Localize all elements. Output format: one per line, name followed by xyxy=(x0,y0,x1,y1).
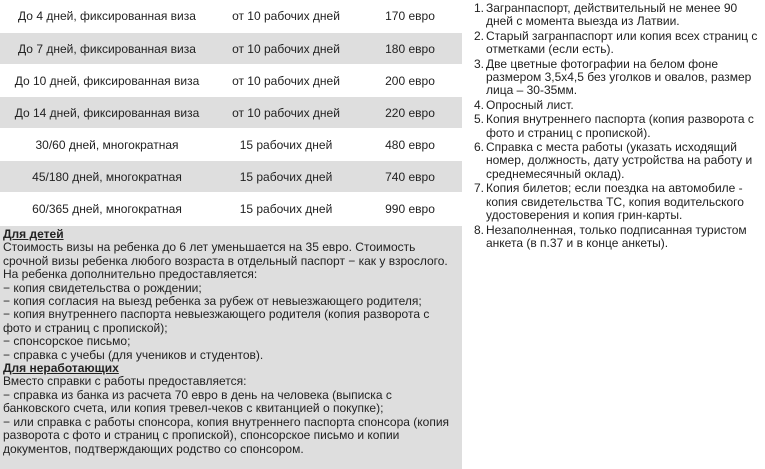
children-note-line: − спонсорское письмо; xyxy=(3,334,131,349)
children-note-line: На ребенка дополнительно предоставляется: xyxy=(3,267,258,282)
unemployed-note-line: − или справка с работы спонсора, копия внутреннего паспорта спонсора (копия разворота с фото и страниц с пропиской), спонсорское письмо и копии документов, подтверждающих родство со спонсором. xyxy=(3,414,450,456)
documents-list-column xyxy=(474,2,764,251)
list-item-text: Копия внутреннего паспорта (копия разворота с фото и страниц с пропиской). xyxy=(486,112,754,140)
visa-duration-cell: 60/365 дней, многократная xyxy=(0,193,214,225)
required-documents-list xyxy=(474,2,764,250)
visa-duration-cell: До 14 дней, фиксированная виза xyxy=(0,97,214,129)
processing-term-cell: от 10 рабочих дней xyxy=(214,65,358,97)
list-item-text: Справка с места работы (указать исходящий номер, должность, дату устройства на работу и среднемесячный оклад). xyxy=(486,140,753,181)
price-cell: 480 евро xyxy=(358,129,462,161)
unemployed-heading: Для неработающих xyxy=(3,361,119,376)
list-item xyxy=(474,99,764,112)
list-item xyxy=(474,30,764,57)
children-note-line: Стоимость визы на ребенка до 6 лет уменьшается на 35 евро. Стоимость срочной визы ребенка любого возраста в отдельный паспорт − как у взрослого. xyxy=(3,240,448,268)
table-row xyxy=(0,161,462,193)
list-item-number: 2. xyxy=(474,28,485,43)
list-item-number: 3. xyxy=(474,56,485,71)
processing-term-cell: от 10 рабочих дней xyxy=(214,33,358,65)
visa-duration-cell: 30/60 дней, многократная xyxy=(0,129,214,161)
unemployed-note-line: Вместо справки с работы предоставляется: xyxy=(3,374,247,389)
processing-term-cell: 15 рабочих дней xyxy=(214,129,358,161)
children-heading: Для детей xyxy=(3,227,64,241)
table-row xyxy=(0,129,462,161)
visa-duration-cell: До 10 дней, фиксированная виза xyxy=(0,65,214,97)
list-item-text: Опросный лист. xyxy=(486,97,574,112)
list-item-number: 6. xyxy=(474,140,485,155)
table-row xyxy=(0,65,462,97)
list-item-number: 7. xyxy=(474,181,485,196)
list-item xyxy=(474,2,764,29)
list-item xyxy=(474,182,764,222)
price-cell: 220 евро xyxy=(358,97,462,129)
list-item-number: 5. xyxy=(474,112,485,127)
children-note-line: − справка с учебы (для учеников и студентов). xyxy=(3,347,264,362)
table-row xyxy=(0,193,462,225)
list-item-number: 4. xyxy=(474,97,485,112)
processing-term-cell: от 10 рабочих дней xyxy=(214,97,358,129)
notes-panel xyxy=(0,226,462,469)
children-note-line: − копия свидетельства о рождении; xyxy=(3,280,202,295)
list-item-number: 1. xyxy=(474,1,485,15)
price-cell: 200 евро xyxy=(358,65,462,97)
list-item xyxy=(474,58,764,98)
table-row xyxy=(0,33,462,65)
processing-term-cell: 15 рабочих дней xyxy=(214,161,358,193)
visa-duration-cell: 45/180 дней, многократная xyxy=(0,161,214,193)
price-cell: 180 евро xyxy=(358,33,462,65)
list-item-text: Две цветные фотографии на белом фоне размером 3,5х4,5 без уголков и овалов, размер лица – 30-35мм. xyxy=(486,56,752,98)
price-cell: 170 евро xyxy=(358,0,462,33)
list-item-text: Копия билетов; если поездка на автомобиле - копия свидетельства ТС, копия водительского удостоверения и копия грин-карты. xyxy=(486,181,744,223)
list-item xyxy=(474,224,764,251)
list-item-text: Незаполненная, только подписанная туристом анкета (в п.37 и в конце анкеты). xyxy=(486,222,747,250)
list-item-number: 8. xyxy=(474,222,485,237)
list-item-text: Старый загранпаспорт или копия всех страниц с отметками (если есть). xyxy=(486,28,758,57)
unemployed-note-line: − справка из банка из расчета 70 евро в день на человека (выписка с банковского счета, или копия тревел-чеков с квитанцией о покупке); xyxy=(3,387,392,416)
visa-duration-cell: До 7 дней, фиксированная виза xyxy=(0,33,214,65)
table-row xyxy=(0,97,462,129)
list-item xyxy=(474,141,764,181)
children-note-line: − копия внутреннего паспорта невыезжающего родителя (копия разворота с фото и страниц с пропиской); xyxy=(3,307,430,335)
processing-term-cell: от 10 рабочих дней xyxy=(214,0,358,33)
processing-term-cell: 15 рабочих дней xyxy=(214,193,358,225)
visa-price-table xyxy=(0,0,462,225)
visa-duration-cell: До 4 дней, фиксированная виза xyxy=(0,0,214,33)
table-row xyxy=(0,0,462,33)
price-cell: 740 евро xyxy=(358,161,462,193)
list-item-text: Загранпаспорт, действительный не менее 90 дней с момента выезда из Латвии. xyxy=(486,1,738,29)
children-note-line: − копия согласия на выезд ребенка за рубеж от невыезжающего родителя; xyxy=(3,294,422,309)
price-cell: 990 евро xyxy=(358,193,462,225)
list-item xyxy=(474,113,764,140)
